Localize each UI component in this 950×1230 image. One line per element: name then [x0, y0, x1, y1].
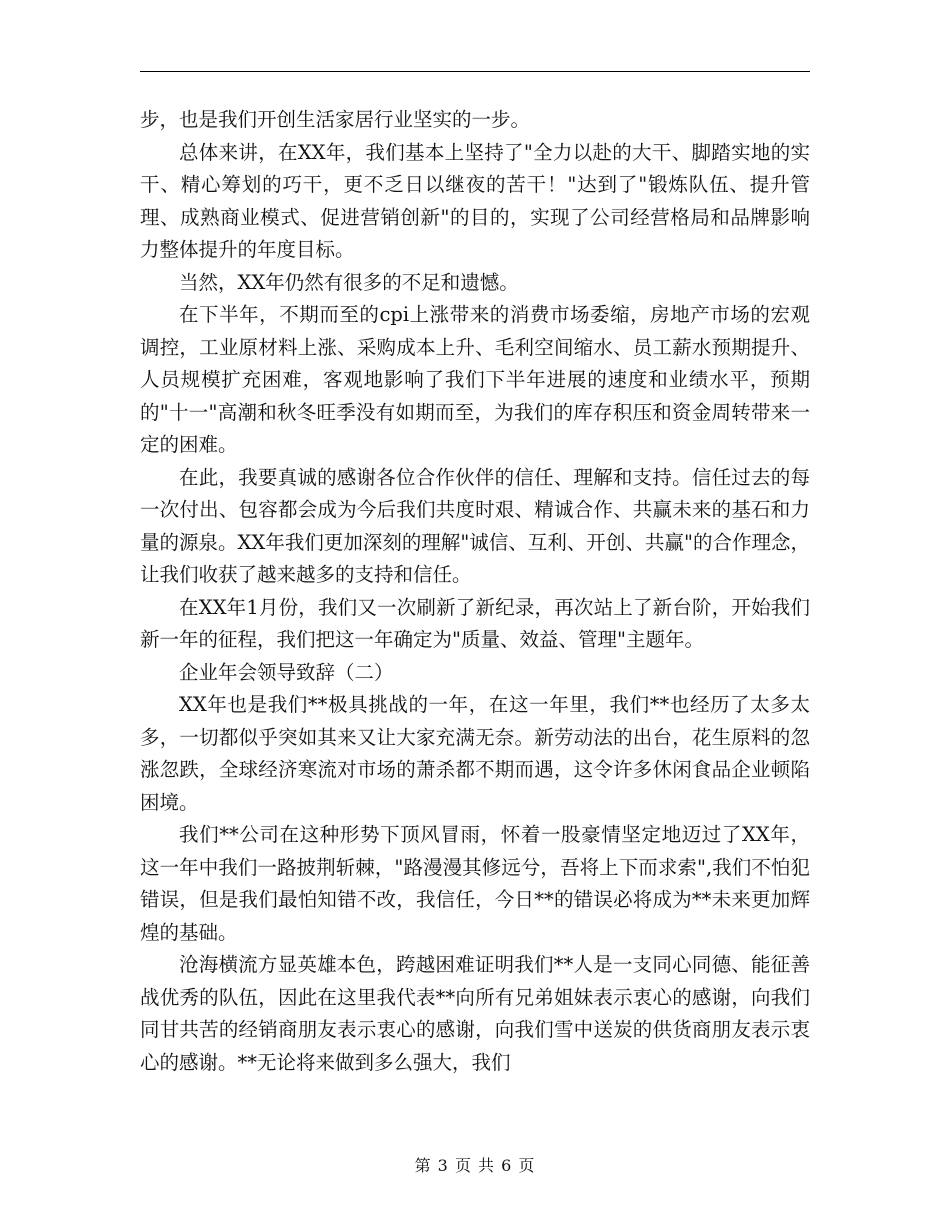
paragraph: XX年也是我们**极具挑战的一年，在这一年里，我们**也经历了太多太多，一切都似乎突如其来又让大家充满无奈。新劳动法的出台，花生原料的忽涨忽跌，全球经济寒流对市场的萧杀都不期而遇，这令许多休闲食品企业顿陷困境。	[140, 693, 810, 814]
paragraph: 在下半年，不期而至的cpi上涨带来的消费市场委缩，房地产市场的宏观调控，工业原材料上涨、采购成本上升、毛利空间缩水、员工薪水预期提升、人员规模扩充困难，客观地影响了我们下半年进展的速度和业绩水平，预期的"十一"高潮和秋冬旺季没有如期而至，为我们的库存积压和资金周转带来一定的困难。	[140, 303, 810, 456]
current-page-number: 3	[437, 1156, 449, 1175]
header-rule	[140, 71, 810, 72]
footer-prefix: 第	[414, 1156, 432, 1175]
total-pages-number: 6	[501, 1156, 513, 1175]
paragraph: 我们**公司在这种形势下顶风冒雨，怀着一股豪情坚定地迈过了XX年，这一年中我们一路披荆斩棘，"路漫漫其修远兮，吾将上下而求索",我们不怕犯错误，但是我们最怕知错不改，我信任，今日**的错误必将成为**未来更加辉煌的基础。	[140, 823, 810, 944]
footer-mid: 页 共	[454, 1156, 496, 1175]
paragraph: 沧海横流方显英雄本色，跨越困难证明我们**人是一支同心同德、能征善战优秀的队伍，因此在这里我代表**向所有兄弟姐妹表示衷心的感谢，向我们同甘共苦的经销商朋友表示衷心的感谢，向我们雪中送炭的供货商朋友表示衷心的感谢。**无论将来做到多么强大，我们	[140, 953, 810, 1074]
section-heading: 企业年会领导致辞（二）	[179, 660, 394, 684]
paragraph: 在此，我要真诚的感谢各位合作伙伴的信任、理解和支持。信任过去的每一次付出、包容都会成为今后我们共度时艰、精诚合作、共赢未来的基石和力量的源泉。XX年我们更加深刻的理解"诚信、互利、开创、共赢"的合作理念，让我们收获了越来越多的支持和信任。	[140, 465, 810, 586]
paragraph: 总体来讲，在XX年，我们基本上坚持了"全力以赴的大干、脚踏实地的实干、精心筹划的巧干，更不乏日以继夜的苦干！"达到了"锻炼队伍、提升管理、成熟商业模式、促进营销创新"的目的，实现了公司经营格局和品牌影响力整体提升的年度目标。	[140, 140, 810, 261]
paragraph: 当然，XX年仍然有很多的不足和遗憾。	[179, 270, 519, 294]
footer-suffix: 页	[518, 1156, 536, 1175]
page-footer	[0, 1153, 950, 1176]
paragraph: 步，也是我们开创生活家居行业坚实的一步。	[140, 108, 531, 131]
document-body	[140, 104, 810, 1079]
paragraph: 在XX年1月份，我们又一次刷新了新纪录，再次站上了新台阶，开始我们新一年的征程，我们把这一年确定为"质量、效益、管理"主题年。	[140, 595, 810, 651]
